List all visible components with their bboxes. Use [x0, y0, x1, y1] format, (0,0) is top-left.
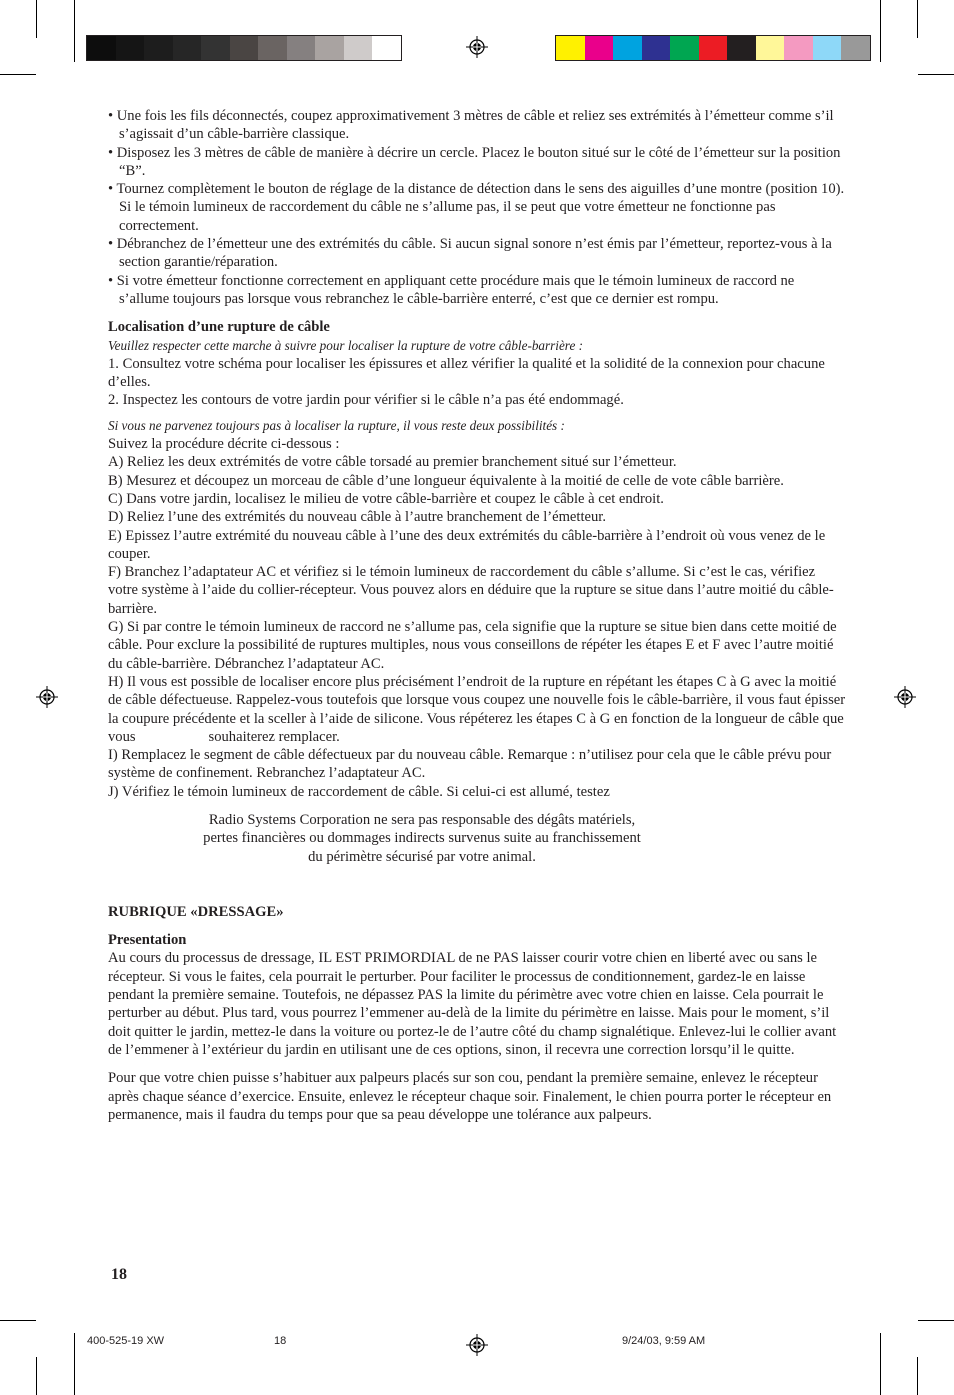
- color-swatch: [756, 36, 785, 60]
- crop-mark: [0, 1320, 36, 1321]
- disclaimer-line: Radio Systems Corporation ne sera pas responsable des dégâts matériels,: [208, 811, 636, 828]
- procedure-step: I) Remplacez le segment de câble défectueux par du nouveau câble. Remarque : n’utilisez pour cela que le câble prévu pour système de confinement. Rebranchez l’adaptateur AC.: [108, 747, 832, 782]
- registration-mark-icon: [894, 686, 916, 708]
- procedure-step: B) Mesurez et découpez un morceau de câble d’une longueur équivalente à la moitié de celle de vote câble barrière.: [108, 472, 784, 489]
- color-swatch: [344, 36, 373, 60]
- color-swatch: [670, 36, 699, 60]
- crop-mark: [880, 0, 881, 62]
- list-item: • Tournez complètement le bouton de réglage de la distance de détection dans le sens des aiguilles d’une montre (position 10). Si le témoin lumineux de raccordement du câble ne s’allume pas, il se peut que votre émetteur ne fonctionne pas correctement.: [108, 181, 845, 234]
- crop-mark: [0, 74, 36, 75]
- paragraph: 1. Consultez votre schéma pour localiser les épissures et allez vérifier la qualité et la solidité de la connexion pour chacune d’elles.: [108, 355, 825, 391]
- process-color-bar: [555, 35, 871, 61]
- color-swatch: [585, 36, 614, 60]
- color-swatch: [841, 36, 870, 60]
- disclaimer: [108, 811, 846, 866]
- procedure-step: D) Reliez l’une des extrémités du nouveau câble à l’autre branchement de l’émetteur.: [108, 509, 606, 526]
- color-swatch: [287, 36, 316, 60]
- color-swatch: [87, 36, 116, 60]
- procedure-step: F) Branchez l’adaptateur AC et vérifiez si le témoin lumineux de raccordement du câble s’allume. Si c’est le cas, vérifiez votre système à l’aide du collier-récepteur. Vous pouvez alors en déduire que la rupture se situe dans l’autre moitié du câble-barrière.: [108, 564, 834, 617]
- list-item: • Si votre émetteur fonctionne correctement en appliquant cette procédure mais que le témoin lumineux de raccord ne s’allume toujours pas lorsque vous rebranchez le câble-barrière enterré, c’est que ce dernier est rompu.: [108, 272, 795, 307]
- color-swatch: [613, 36, 642, 60]
- crop-mark: [917, 1357, 918, 1395]
- color-swatch: [727, 36, 756, 60]
- color-swatch: [699, 36, 728, 60]
- grayscale-color-bar: [86, 35, 402, 61]
- crop-mark: [74, 0, 75, 62]
- color-swatch: [784, 36, 813, 60]
- list-item: • Une fois les fils déconnectés, coupez approximativement 3 mètres de câble et reliez ses extrémités à l’émetteur comme s’il s’agissait d’un câble-barrière classique.: [108, 108, 834, 143]
- crop-mark: [918, 74, 954, 75]
- registration-mark-icon: [466, 1334, 488, 1356]
- paragraph: Au cours du processus de dressage, IL EST PRIMORDIAL de ne PAS laisser courir votre chien en liberté avec ou sans le récepteur. Si vous le faites, cela pourrait le perturber. Pour faciliter le processus de conditionnement, gardez-le en laisse pendant la première semaine. Toutefois, ne dépassez PAS la limite du périmètre avec votre chien en laisse. Cela pourrait le perturber au début. Plus tard, vous pourrez l’emmener au-delà de la limite du périmètre en laisse. Mais pour le moment, s’il doit quitter le jardin, mettez-le dans la voiture ou portez-le de l’autre côté du champ signalétique. Enlevez-lui le collier avant de l’emmener à l’extérieur du jardin en utilisant une de ces options, sinon, il recevra une correction lorsqu’il le quitte.: [108, 950, 837, 1058]
- slug-timestamp: 9/24/03, 9:59 AM: [622, 1335, 706, 1347]
- paragraph: Pour que votre chien puisse s’habituer aux palpeurs placés sur son cou, pendant la première semaine, enlevez le récepteur après chaque séance d’exercice. Ensuite, enlevez le récepteur chaque soir. Finalement, le chien pourra porter le récepteur en permanence, mais il faudra du temps pour que sa peau développe une tolérance aux palpeurs.: [108, 1070, 832, 1123]
- crop-mark: [36, 0, 37, 38]
- procedure-step: C) Dans votre jardin, localisez le milieu de votre câble-barrière et coupez le câble à cet endroit.: [108, 490, 664, 507]
- slug-page-number: 18: [274, 1335, 287, 1347]
- slug-job-number: 400-525-19 XW: [87, 1335, 165, 1347]
- registration-mark-icon: [36, 686, 58, 708]
- procedure-step: A) Reliez les deux extrémités de votre câble torsadé au premier branchement situé sur l’émetteur.: [108, 454, 677, 471]
- color-swatch: [556, 36, 585, 60]
- crop-mark: [917, 0, 918, 38]
- section-heading: Localisation d’une rupture de câble: [108, 319, 330, 336]
- color-swatch: [258, 36, 287, 60]
- crop-mark: [74, 1333, 75, 1395]
- procedure-step: E) Epissez l’autre extrémité du nouveau câble à l’une des deux extrémités du câble-barrière à l’endroit où vous venez de le couper.: [108, 527, 826, 562]
- color-swatch: [201, 36, 230, 60]
- page-content: [108, 107, 849, 1124]
- crop-mark: [880, 1333, 881, 1395]
- registration-mark-icon: [466, 36, 488, 58]
- color-swatch: [372, 36, 401, 60]
- color-swatch: [173, 36, 202, 60]
- paragraph: Suivez la procédure décrite ci-dessous :: [108, 436, 340, 453]
- color-swatch: [230, 36, 259, 60]
- crop-mark: [918, 1320, 954, 1321]
- color-swatch: [144, 36, 173, 60]
- procedure-step: G) Si par contre le témoin lumineux de raccord ne s’allume pas, cela signifie que la rupture se situe bien dans cette moitié de câble. Pour exclure la possibilité de ruptures multiples, nous vous conseillons de répéter les étapes E et F avec l’autre moitié du câble-barrière. Débranchez l’adaptateur AC.: [108, 619, 837, 672]
- procedure-step: J) Vérifiez le témoin lumineux de raccordement de câble. Si celui-ci est allumé, testez: [108, 783, 610, 800]
- section-heading: RUBRIQUE «DRESSAGE»: [108, 903, 284, 920]
- disclaimer-line: du périmètre sécurisé par votre animal.: [308, 848, 536, 865]
- color-swatch: [315, 36, 344, 60]
- bullet-list: [108, 107, 846, 308]
- procedure-step: H) Il vous est possible de localiser encore plus précisément l’endroit de la rupture en répétant les étapes C à G avec la moitié de câble défectueuse. Rappelez-vous toutefois que lorsque vous coupez une nouvelle fois le câble-barrière, il vous faut épisser la coupure précédente et la sceller à l’aide de silicone. Vous répéterez les étapes C à G en fonction de la longueur de câble que vous souhaiterez remplacer.: [108, 673, 849, 745]
- page-number: 18: [111, 1266, 127, 1283]
- color-swatch: [116, 36, 145, 60]
- section-intro: Veuillez respecter cette marche à suivre pour localiser la rupture de votre câble-barrière :: [108, 337, 583, 353]
- color-swatch: [642, 36, 671, 60]
- section-intro: Si vous ne parvenez toujours pas à localiser la rupture, il vous reste deux possibilités :: [108, 417, 565, 433]
- list-item: • Disposez les 3 mètres de câble de manière à décrire un cercle. Placez le bouton situé sur le côté de l’émetteur sur la position “B”.: [108, 144, 841, 179]
- list-item: • Débranchez de l’émetteur une des extrémités du câble. Si aucun signal sonore n’est émis par l’émetteur, reportez-vous à la section garantie/réparation.: [108, 236, 832, 271]
- subsection-heading: Presentation: [108, 932, 187, 949]
- color-swatch: [813, 36, 842, 60]
- paragraph: 2. Inspectez les contours de votre jardin pour vérifier si le câble n’a pas été endommagé.: [108, 392, 624, 409]
- disclaimer-line: pertes financières ou dommages indirects survenus suite au franchissement: [203, 830, 641, 847]
- crop-mark: [36, 1357, 37, 1395]
